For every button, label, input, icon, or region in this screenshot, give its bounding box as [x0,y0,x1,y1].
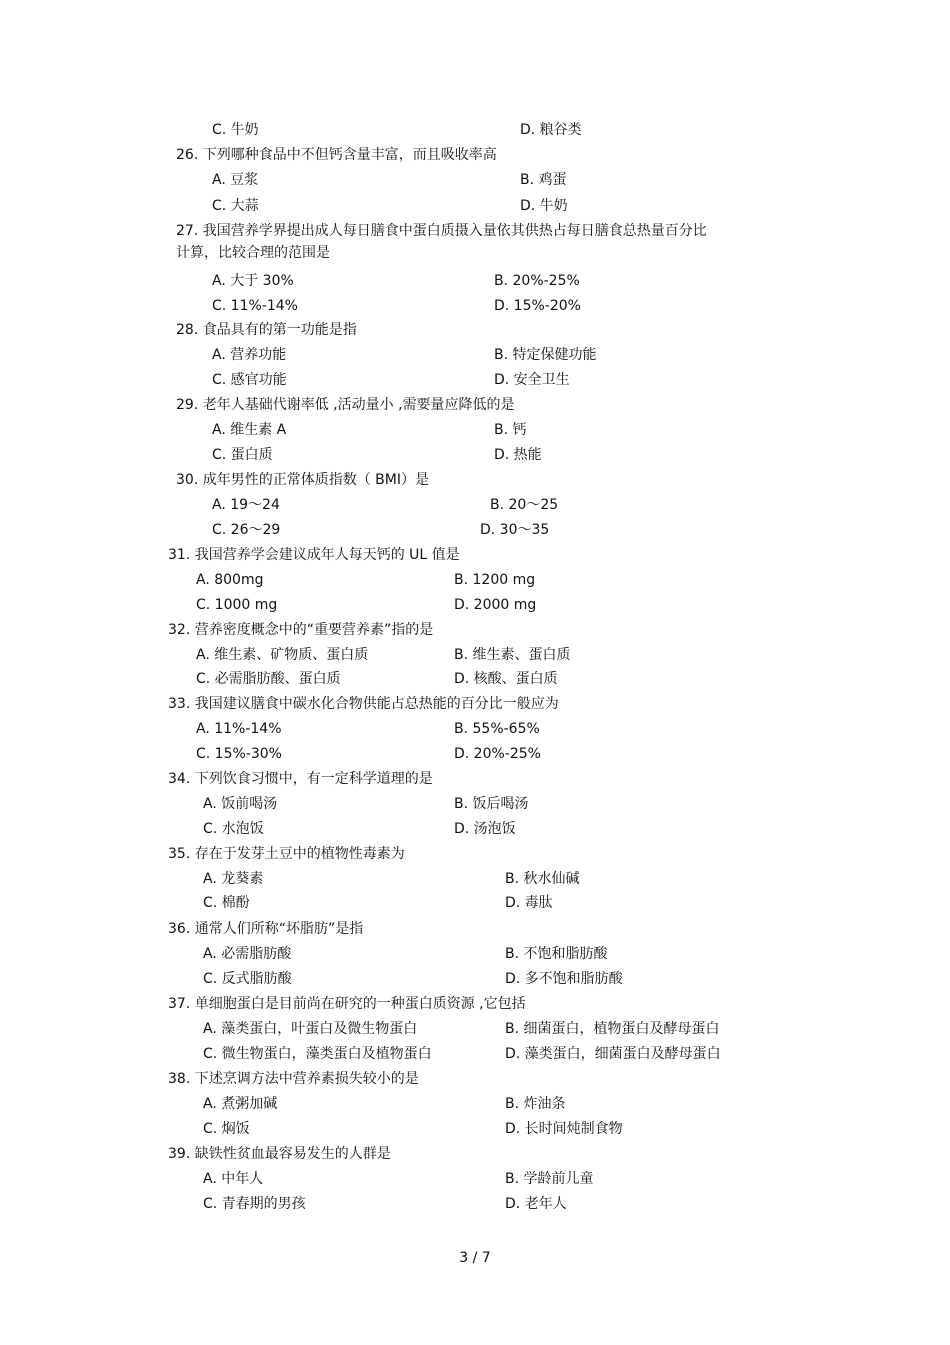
option-right: D. 毒肽 [505,895,553,911]
option-right: D. 多不饱和脂肪酸 [505,971,623,987]
option-right: D. 2000 mg [454,597,537,613]
question-text: 27. 我国营养学界提出成人每日膳食中蛋白质摄入量依其供热占每日膳食总热量百分比 [176,223,707,239]
option-left: A. 维生素 A [212,422,287,438]
option-right: B. 维生素、蛋白质 [454,647,571,663]
option-left: C. 1000 mg [196,597,278,613]
question-text: 32. 营养密度概念中的“重要营养素”指的是 [168,622,434,638]
question-text: 30. 成年男性的正常体质指数（ BMI）是 [176,472,429,488]
option-left: A. 维生素、矿物质、蛋白质 [196,647,369,663]
option-right: B. 20～25 [490,497,559,513]
option-right: B. 55%-65% [454,721,540,737]
option-left: A. 豆浆 [212,172,259,188]
option-right: D. 核酸、蛋白质 [454,671,558,687]
option-right: B. 饭后喝汤 [454,796,529,812]
option-left: C. 大蒜 [212,198,259,214]
option-left: C. 必需脂肪酸、蛋白质 [196,671,341,687]
option-right: D. 安全卫生 [494,372,570,388]
option-left: C. 微生物蛋白，藻类蛋白及植物蛋白 [203,1046,432,1062]
option-right: B. 不饱和脂肪酸 [505,946,608,962]
option-left: C. 感官功能 [212,372,287,388]
option-right: D. 热能 [494,447,542,463]
question-text: 37. 单细胞蛋白是目前尚在研究的一种蛋白质资源 ,它包括 [168,996,526,1012]
option-right: D. 30～35 [480,522,550,538]
option-right: B. 特定保健功能 [494,347,597,363]
question-text: 31. 我国营养学会建议成年人每天钙的 UL 值是 [168,547,460,563]
option-left: C. 青春期的男孩 [203,1196,306,1212]
page-number: 3 / 7 [459,1250,491,1266]
question-text: 38. 下述烹调方法中营养素损失较小的是 [168,1071,419,1087]
option-right: B. 学龄前儿童 [505,1171,594,1187]
option-left: A. 800mg [196,572,264,588]
option-left: A. 11%-14% [196,721,282,737]
option-right: D. 20%-25% [454,746,541,762]
option-right: B. 20%-25% [494,273,580,289]
option-left: A. 龙葵素 [203,871,264,887]
question-text: 34. 下列饮食习惯中，有一定科学道理的是 [168,771,433,787]
question-text: 39. 缺铁性贫血最容易发生的人群是 [168,1146,391,1162]
option-right: D. 汤泡饭 [454,821,516,837]
question-text: 29. 老年人基础代谢率低 ,活动量小 ,需要量应降低的是 [176,397,515,413]
option-right: B. 1200 mg [454,572,536,588]
option-right: D. 长时间炖制食物 [505,1121,623,1137]
option-right: B. 细菌蛋白，植物蛋白及酵母蛋白 [505,1021,720,1037]
question-text: 26. 下列哪种食品中不但钙含量丰富，而且吸收率高 [176,147,497,163]
option-right: B. 炸油条 [505,1096,566,1112]
option-right: D. 牛奶 [520,198,568,214]
option-left: C. 反式脂肪酸 [203,971,292,987]
option-left: C. 蛋白质 [212,447,273,463]
option-left: C. 11%-14% [212,298,298,314]
option-left: A. 必需脂肪酸 [203,946,292,962]
option-left: A. 中年人 [203,1171,264,1187]
option-right: D. 15%-20% [494,298,581,314]
question-text: 36. 通常人们所称“坏脂肪”是指 [168,921,364,937]
option-right: B. 秋水仙碱 [505,871,580,887]
option-left: C. 牛奶 [212,122,259,138]
question-text: 28. 食品具有的第一功能是指 [176,322,357,338]
option-right: D. 粮谷类 [520,122,582,138]
option-left: A. 藻类蛋白，叶蛋白及微生物蛋白 [203,1021,418,1037]
option-left: A. 饭前喝汤 [203,796,278,812]
question-text: 35. 存在于发芽土豆中的植物性毒素为 [168,846,405,862]
option-left: C. 棉酚 [203,895,250,911]
option-right: B. 钙 [494,422,527,438]
option-left: C. 15%-30% [196,746,282,762]
option-left: A. 营养功能 [212,347,287,363]
option-left: C. 水泡饭 [203,821,264,837]
question-text: 计算，比较合理的范围是 [176,245,330,261]
option-left: C. 26～29 [212,522,281,538]
question-text: 33. 我国建议膳食中碳水化合物供能占总热能的百分比一般应为 [168,696,559,712]
option-left: A. 19～24 [212,497,280,513]
option-right: D. 藻类蛋白，细菌蛋白及酵母蛋白 [505,1046,721,1062]
option-right: B. 鸡蛋 [520,172,567,188]
option-left: A. 煮粥加碱 [203,1096,278,1112]
option-left: C. 焖饭 [203,1121,250,1137]
option-right: D. 老年人 [505,1196,567,1212]
option-left: A. 大于 30% [212,273,294,289]
